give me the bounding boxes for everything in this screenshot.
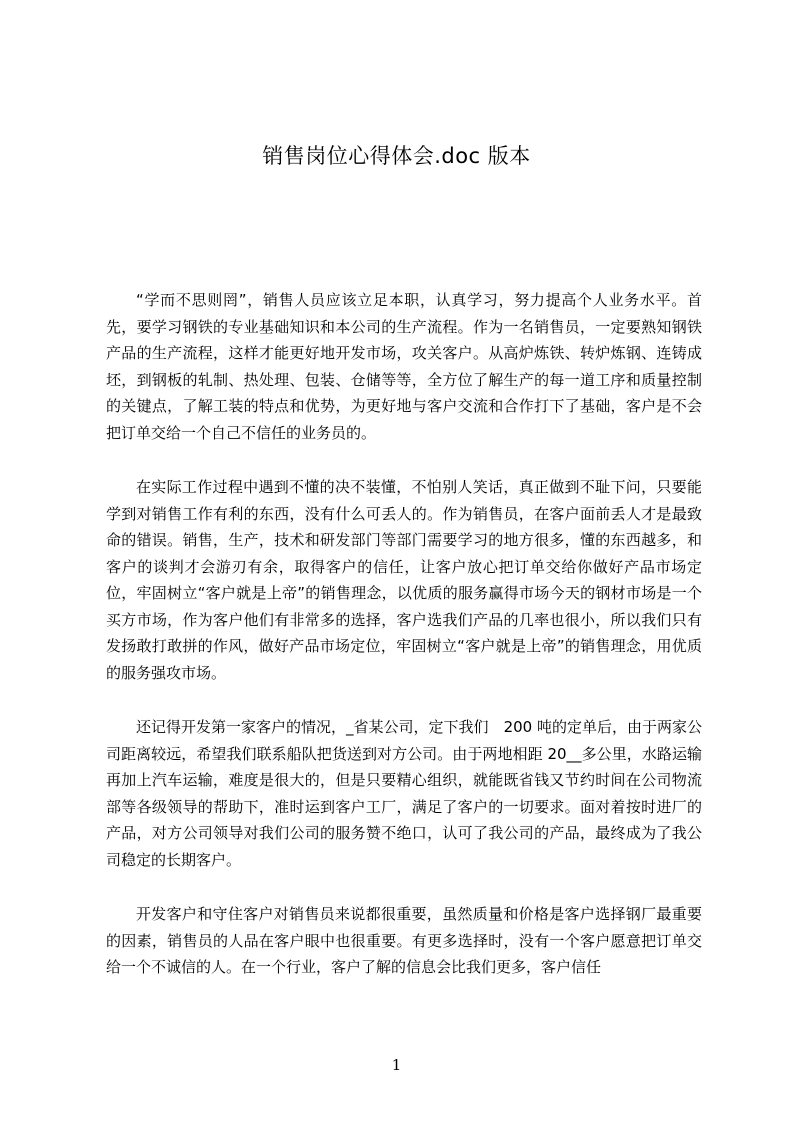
paragraph-humility: 在实际工作过程中遇到不懂的决不装懂，不怕别人笑话，真正做到不耻下问，只要能学到对销售工作有利的东西，没有什么可丢人的。作为销售员，在客户面前丢人才是最致命的错误。销售，生产，技术和研发部门等部门需要学习的地方很多，懂的东西越多，和客户的谈判才会游刃有余，取得客户的信任，让客户放心把订单交给你做好产品市场定位，牢固树立“客户就是上帝”的销售理念，以优质的服务赢得市场今天的钢材市场是一个买方市场，作为客户他们有非常多的选择，客户选我们产品的几率也很小，所以我们只有发扬敢打敢拼的作风，做好产品市场定位，牢固树立“客户就是上帝”的销售理念，用优质的服务强攻市场。	[106, 478, 702, 682]
paragraph-keeping-customers: 开发客户和守住客户对销售员来说都很重要，虽然质量和价格是客户选择钢厂最重要的因素，销售员的人品在客户眼中也很重要。有更多选择时，没有一个客户愿意把订单交给一个不诚信的人。在一个行业，客户了解的信息会比我们更多，客户信任	[106, 905, 702, 976]
document-title: 销售岗位心得体会.doc 版本	[262, 144, 531, 168]
paragraph-first-customer: 还记得开发第一家客户的情况，_省某公司，定下我们 200 吨的定单后，由于两家公司距离较远，希望我们联系船队把货送到对方公司。由于两地相距 20__多公里，水路运输再加上汽车运输，难度是很大的，但是只要精心组织，就能既省钱又节约时间在公司物流部等各级领导的帮助下，准时运到客户工厂，满足了客户的一切要求。面对着按时进厂的产品，对方公司领导对我们公司的服务赞不绝口，认可了我公司的产品，最终成为了我公司稳定的长期客户。	[106, 718, 702, 869]
paragraph-learning: “学而不思则罔”，销售人员应该立足本职，认真学习，努力提高个人业务水平。首先，要学习钢铁的专业基础知识和本公司的生产流程。作为一名销售员，一定要熟知钢铁产品的生产流程，这样才能更好地开发市场，攻关客户。从高炉炼铁、转炉炼钢、连铸成坯，到钢板的轧制、热处理、包装、仓储等等，全方位了解生产的每一道工序和质量控制的关键点，了解工装的特点和优势，为更好地与客户交流和合作打下了基础，客户是不会把订单交给一个自己不信任的业务员的。	[106, 291, 702, 442]
page-number: 1	[391, 1056, 402, 1074]
